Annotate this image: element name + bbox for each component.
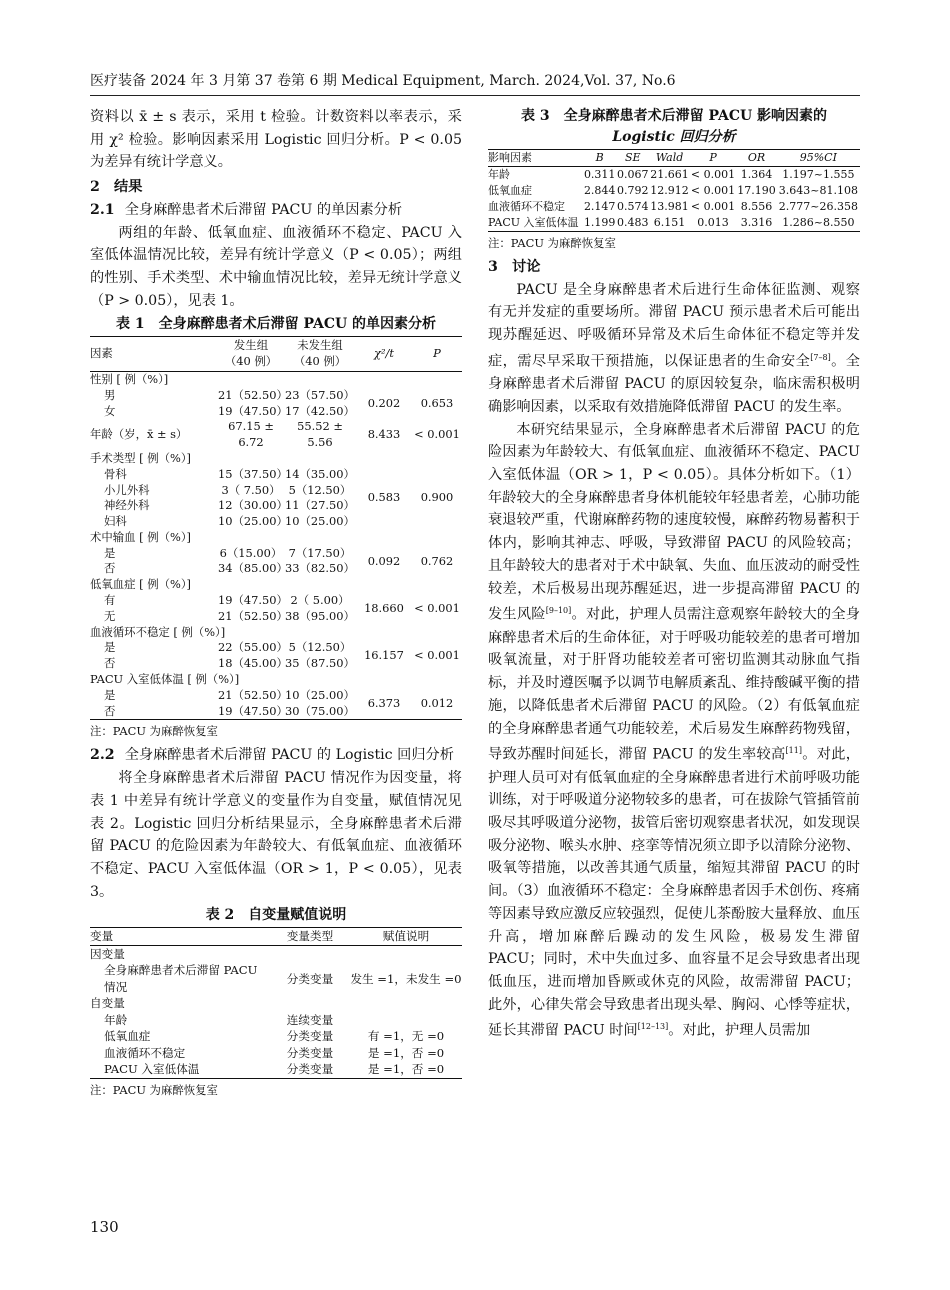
table3-cell-b: 2.147 <box>583 200 616 213</box>
col-header-type: 变量类型 <box>270 928 350 946</box>
table-row: 低氧血症 [ 例（%）] <box>90 577 191 592</box>
col-header-occurred: 发生组 （40 例） <box>218 337 284 372</box>
left-column <box>90 106 462 1103</box>
table-row: 否 18（45.00） 35（87.50） <box>104 656 355 671</box>
paragraph-discussion-2: 本研究结果显示，全身麻醉患者术后滞留 PACU 的危险因素为年龄较大、有低氧血症、血液循环不稳定、PACU 入室低体温（OR > 1，P < 0.05）。具体分析如下。（1）年龄较大的全身麻醉患者身体机能较年轻患者差，心肺功能衰退较严重，代谢麻醉药物的速度较慢，麻醉药物易蓄积于体内，影响其神志、呼吸，导致滞留 PACU 的风险较高；且年龄较大的患者对于术中缺氧、失血、血压波动的耐受性较差，术后极易出现苏醒延迟，进一步提高滞留 PACU 的发生风险[9–10]。对此，护理人员需注意观察年龄较大的全身麻醉患者术后的生命体征，对于呼吸功能较差的患者可增加吸氧流量，对于肝肾功能较差者可密切监测其动脉血气指标，并及时遵医嘱予以调节电解质紊乱、维持酸碱平衡的措施，以降低患者术后滞留 PACU 的风险。（2）有低氧血症的全身麻醉患者通气功能较差，术后易发生麻醉药物残留，导致苏醒时间延长，滞留 PACU 的发生率较高[11]。对此，护理人员可对有低氧血症的全身麻醉患者进行术前呼吸功能训练，对于呼吸道分泌物较多的患者，可在拔除气管插管前吸尽其呼吸道分泌物，拔管后密切观察患者状况，如发现误吸分泌物、喉头水肿、痉挛等情况须立即予以清除分泌物、吸氧等措施，以改善其通气质量，缩短其滞留 PACU 的时间。（3）血液循环不稳定：全身麻醉患者因手术创伤、疼痛等因素导致应激反应较强烈，促使儿茶酚胺大量释放、血压升高，增加麻醉后躁动的发生风险，极易发生滞留 PACU；同时，术中失血过多、血容量不足会导致患者出现低血压，进而增加昏厥或休克的风险，故需滞留 PACU；此外，心律失常会导致患者出现头晕、胸闷、心悸等症状，延长其滞留 PACU 时间[12–13]。对此，护理人员需加 <box>488 421 860 1040</box>
table-row: 否 19（47.50） 30（75.00） <box>104 703 355 718</box>
subsection-title: 全身麻醉患者术后滞留 PACU 的 Logistic 回归分析 <box>124 747 454 764</box>
col-header-variable: 变量 <box>90 928 270 946</box>
table-row: 全身麻醉患者术后滞留 PACU 情况 分类变量 发生 =1，未发生 =0 <box>104 963 462 994</box>
table-row <box>488 215 860 232</box>
table3-cell-b: 1.199 <box>583 216 616 229</box>
table-header-row <box>90 928 462 946</box>
table-row: PACU 入室低体温 分类变量 是 =1，否 =0 <box>104 1062 445 1077</box>
table-row <box>488 167 860 184</box>
table-row: 血液循环不稳定 分类变量 是 =1，否 =0 <box>104 1045 445 1060</box>
table3-cell-wald: 21.661 <box>650 168 689 181</box>
page-number: 130 <box>90 1218 119 1236</box>
table3-cell-ci: 1.197~1.555 <box>782 168 855 181</box>
paragraph-discussion-1: PACU 是全身麻醉患者术后进行生命体征监测、观察有无并发症的重要场所。滞留 PACU 预示患者术后可能出现苏醒延迟、呼吸循环异常及术后生命体征不稳定等并发症，需尽早采取干预措施，以保证患者的生命安全[7–8]。全身麻醉患者术后滞留 PACU 的原因较复杂，临床需积极明确影响因素，以采取有效措施降低滞留 PACU 的发生率。 <box>488 281 860 415</box>
table1-caption: 表 1 全身麻醉患者术后滞留 PACU 的单因素分析 <box>115 316 437 333</box>
table-row: 妇科 10（25.00） 10（25.00） <box>104 514 355 529</box>
table-row: 是 6（15.00） 7（17.50） 0.092 0.762 <box>104 545 454 568</box>
table-row <box>488 183 860 199</box>
subsection-number: 2.1 <box>90 201 115 218</box>
table3-cell-se: 0.792 <box>617 184 649 197</box>
table3-cell-ci: 2.777~26.358 <box>778 200 858 213</box>
col-header-assignment: 赋值说明 <box>350 928 462 946</box>
table3 <box>488 149 860 232</box>
citation: [12–13] <box>637 1022 669 1032</box>
table-row: 骨科 15（37.50） 14（35.00） 0.583 0.900 <box>104 466 454 505</box>
table3-cell-p: < 0.001 <box>690 200 736 213</box>
table-row: 因变量 <box>90 946 125 961</box>
paragraph-2-2: 将全身麻醉患者术后滞留 PACU 情况作为因变量，将表 1 中差异有统计学意义的变量作为自变量，赋值情况见表 2。Logistic 回归分析结果显示，全身麻醉患者术后滞留 PACU 的危险因素为年龄较大、有低氧血症、血液循环不稳定、PACU 入室低体温（OR > 1，P < 0.05），见表 3。 <box>90 770 462 900</box>
table3-cell-b: 2.844 <box>583 184 616 197</box>
table3-cell-p: < 0.001 <box>690 184 736 197</box>
table3-cell-or: 3.316 <box>740 216 773 229</box>
table3-cell-wald: 6.151 <box>653 216 686 229</box>
col-header-ci: 95%CI <box>777 150 860 167</box>
subsection-heading-2-2 <box>90 744 462 767</box>
col-header-stat: χ²/t <box>356 337 412 372</box>
col-header-wald: Wald <box>649 150 689 167</box>
right-column <box>488 106 860 1043</box>
table3-cell-se: 0.574 <box>617 200 649 213</box>
table2-caption: 表 2 自变量赋值说明 <box>205 907 347 924</box>
table3-cell-wald: 13.981 <box>650 200 689 213</box>
running-header: 医疗装备 2024 年 3 月第 37 卷第 6 期 Medical Equipment, March. 2024,Vol. 37, No.6 <box>90 73 676 89</box>
table-row: 术中输血 [ 例（%）] <box>90 529 191 544</box>
col-header-or: OR <box>736 150 776 167</box>
table-row: 小儿外科 3（ 7.50） 5（12.50） <box>104 482 352 497</box>
table-row: 是 22（55.00） 5（12.50） 16.157 < 0.001 <box>104 640 460 663</box>
col-header-p: P <box>690 150 736 167</box>
table3-cell-wald: 12.912 <box>650 184 689 197</box>
table3-note: 注：PACU 为麻醉恢复室 <box>488 236 616 250</box>
table-header-row <box>488 150 860 167</box>
table-row: 自变量 <box>90 996 125 1011</box>
table3-cell-ci: 1.286~8.550 <box>782 216 855 229</box>
col-header-not-occurred: 未发生组 （40 例） <box>284 337 356 372</box>
table-row: 手术类型 [ 例（%）] <box>90 450 191 465</box>
col-header-p: P <box>412 337 462 372</box>
table3-cell-name: 年龄 <box>488 168 510 181</box>
header-rule <box>90 95 860 96</box>
col-header-factor: 因素 <box>90 337 218 372</box>
section-heading-discussion: 3 讨论 <box>488 259 541 275</box>
citation: [9–10] <box>545 606 572 616</box>
col-header-se: SE <box>616 150 649 167</box>
table-header-row <box>90 337 462 372</box>
citation: [7–8] <box>810 352 831 362</box>
subsection-heading-2-1 <box>90 199 462 222</box>
table2 <box>90 927 462 1079</box>
table3-cell-name: 低氧血症 <box>488 184 532 197</box>
table-row: 血液循环不稳定 [ 例（%）] <box>90 624 226 639</box>
table3-cell-or: 17.190 <box>737 184 776 197</box>
table-row: 年龄 连续变量 <box>104 1012 334 1027</box>
table3-caption: 表 3 全身麻醉患者术后滞留 PACU 影响因素的 Logistic 回归分析 <box>520 108 828 145</box>
col-header-b: B <box>583 150 616 167</box>
section-heading-results: 2 结果 <box>90 179 143 196</box>
table1 <box>90 336 462 720</box>
table3-cell-ci: 3.643~81.108 <box>778 184 858 197</box>
table3-cell-name: 血液循环不稳定 <box>488 200 565 213</box>
table-row: 低氧血症 分类变量 有 =1，无 =0 <box>104 1029 445 1044</box>
table-row: 男 21（52.50） 23（57.50） 0.202 0.653 <box>104 387 454 410</box>
table-row: 无 21（52.50） 38（95.00） <box>104 608 355 623</box>
table3-cell-or: 1.364 <box>740 168 773 181</box>
table-row: PACU 入室低体温 [ 例（%）] <box>90 672 240 687</box>
table-row: 是 21（52.50） 10（25.00） 6.373 0.012 <box>104 687 454 710</box>
table3-cell-p: 0.013 <box>697 216 729 229</box>
citation: [11] <box>785 746 802 756</box>
table3-cell-name: PACU 入室低体温 <box>488 216 579 229</box>
table3-cell-se: 0.483 <box>617 216 649 229</box>
subsection-number: 2.2 <box>90 747 115 764</box>
table-row <box>488 199 860 215</box>
table-row: 年龄（岁，x̄ ± s） 67.15 ± 6.72 55.52 ± 5.56 8.433 < 0.001 <box>90 419 460 450</box>
table-row: 神经外科 12（30.00） 11（27.50） <box>104 498 355 513</box>
paragraph-2-1: 两组的年龄、低氧血症、血液循环不稳定、PACU 入室低体温情况比较，差异有统计学意义（P < 0.05）；两组的性别、手术类型、术中输血情况比较，差异无统计学意义（P > 0.05），见表 1。 <box>90 224 462 309</box>
table3-cell-p: < 0.001 <box>690 168 736 181</box>
table3-cell-se: 0.067 <box>617 168 649 181</box>
subsection-title: 全身麻醉患者术后滞留 PACU 的单因素分析 <box>124 201 403 218</box>
table3-cell-b: 0.311 <box>583 168 616 181</box>
col-header-factor: 影响因素 <box>488 150 583 167</box>
table-row: 女 19（47.50） 17（42.50） <box>104 403 355 418</box>
table-row: 有 19（47.50） 2（ 5.00） 18.660 < 0.001 <box>104 593 460 615</box>
table2-note: 注：PACU 为麻醉恢复室 <box>90 1082 218 1097</box>
table3-cell-or: 8.556 <box>740 200 773 213</box>
table1-note: 注：PACU 为麻醉恢复室 <box>90 724 218 739</box>
paragraph-methods-end: 资料以 x̄ ± s 表示，采用 t 检验。计数资料以率表示，采用 χ² 检验。影响因素采用 Logistic 回归分析。P < 0.05 为差异有统计学意义。 <box>90 109 462 171</box>
table-row: 否 34（85.00） 33（82.50） <box>104 561 355 576</box>
table-row: 性别 [ 例（%）] <box>90 371 169 386</box>
